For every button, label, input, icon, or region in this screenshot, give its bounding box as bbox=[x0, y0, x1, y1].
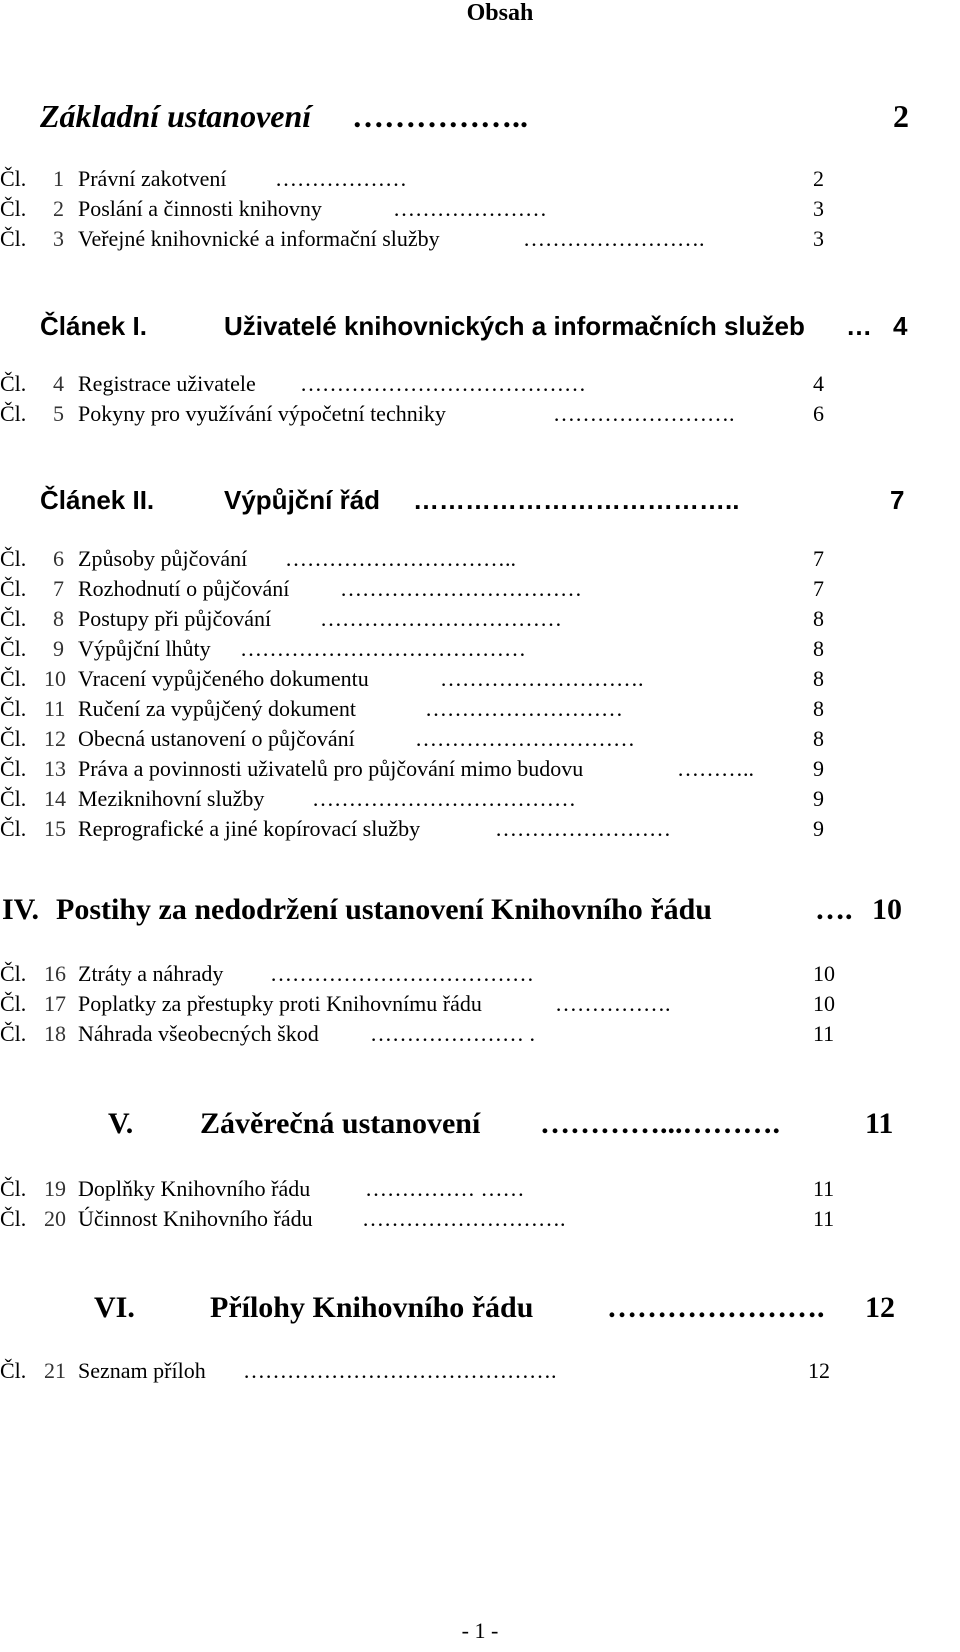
entry-number: 1 bbox=[53, 166, 64, 191]
entry-page: 4 bbox=[813, 371, 824, 396]
entry-title: Ručení za vypůjčený dokument bbox=[78, 696, 356, 721]
toc-entry[interactable] bbox=[0, 991, 960, 1019]
entry-page: 12 bbox=[808, 1358, 830, 1383]
entry-number: 15 bbox=[44, 816, 66, 841]
entry-number: 21 bbox=[44, 1358, 66, 1383]
toc-entry[interactable] bbox=[0, 401, 960, 429]
section-heading-prefix: VI. bbox=[94, 1291, 135, 1324]
entry-label: Čl. bbox=[0, 991, 27, 1016]
section-heading-page: 4 bbox=[893, 311, 908, 341]
entry-leader: ………………… . bbox=[370, 1021, 535, 1046]
entry-leader: ……………………. bbox=[523, 226, 705, 251]
section-heading-title: Základní ustanovení bbox=[40, 98, 312, 134]
section-heading-page: 2 bbox=[893, 98, 909, 134]
entry-leader: …………………… bbox=[495, 816, 671, 841]
section-heading-page: 11 bbox=[865, 1107, 894, 1140]
entry-page: 8 bbox=[813, 666, 824, 691]
entry-number: 20 bbox=[44, 1206, 66, 1231]
toc-entry[interactable] bbox=[0, 636, 960, 664]
entry-number: 10 bbox=[44, 666, 66, 691]
entry-label: Čl. bbox=[0, 371, 27, 396]
page-number: - 1 - bbox=[461, 1618, 499, 1643]
page-title: Obsah bbox=[466, 0, 534, 26]
section-heading-leader: ……………………………….. bbox=[413, 485, 740, 515]
entry-number: 7 bbox=[53, 576, 64, 601]
entry-page: 10 bbox=[813, 961, 835, 986]
entry-label: Čl. bbox=[0, 696, 27, 721]
entry-page: 11 bbox=[813, 1021, 835, 1046]
entry-number: 2 bbox=[53, 196, 64, 221]
entry-leader: ………………………. bbox=[440, 666, 644, 691]
entry-title: Obecná ustanovení o půjčování bbox=[78, 726, 355, 751]
section-heading-leader: … bbox=[846, 311, 872, 341]
entry-page: 3 bbox=[813, 196, 824, 221]
toc-entry[interactable] bbox=[0, 756, 960, 784]
section-heading-page: 10 bbox=[872, 893, 902, 926]
entry-label: Čl. bbox=[0, 816, 27, 841]
toc-entry[interactable] bbox=[0, 1206, 960, 1234]
entry-label: Čl. bbox=[0, 666, 27, 691]
entry-leader: ……………………………………. bbox=[243, 1358, 557, 1383]
entry-title: Vracení vypůjčeného dokumentu bbox=[78, 666, 369, 691]
entry-label: Čl. bbox=[0, 401, 27, 426]
entry-title: Meziknihovní služby bbox=[78, 786, 265, 811]
entry-page: 11 bbox=[813, 1176, 835, 1201]
entry-leader: ………………………. bbox=[362, 1206, 566, 1231]
toc-entry[interactable] bbox=[0, 696, 960, 724]
entry-page: 7 bbox=[813, 576, 824, 601]
toc-entry[interactable] bbox=[0, 961, 960, 989]
entry-title: Seznam příloh bbox=[78, 1358, 206, 1383]
entry-title: Práva a povinnosti uživatelů pro půjčování mimo budovu bbox=[78, 756, 584, 781]
entry-number: 13 bbox=[44, 756, 66, 781]
entry-leader: ………………… bbox=[393, 196, 547, 221]
section-heading-leader: …. bbox=[815, 893, 853, 926]
entry-label: Čl. bbox=[0, 1206, 27, 1231]
toc-entry[interactable] bbox=[0, 786, 960, 814]
entry-leader: ………………………………… bbox=[240, 636, 526, 661]
entry-number: 16 bbox=[44, 961, 66, 986]
entry-title: Náhrada všeobecných škod bbox=[78, 1021, 319, 1046]
section-heading-title: Výpůjční řád bbox=[224, 485, 381, 515]
entry-title: Veřejné knihovnické a informační služby bbox=[78, 226, 440, 251]
entry-label: Čl. bbox=[0, 961, 27, 986]
entry-title: Poplatky za přestupky proti Knihovnímu řádu bbox=[78, 991, 482, 1016]
section-heading-leader: …………...………. bbox=[540, 1107, 780, 1140]
entry-page: 7 bbox=[813, 546, 824, 571]
entry-number: 18 bbox=[44, 1021, 66, 1046]
entry-leader: ……………………………… bbox=[270, 961, 534, 986]
entry-label: Čl. bbox=[0, 226, 27, 251]
section-heading-page: 12 bbox=[865, 1291, 895, 1324]
toc-entry[interactable] bbox=[0, 606, 960, 634]
toc-entry[interactable] bbox=[0, 1358, 960, 1386]
entry-title: Reprografické a jiné kopírovací služby bbox=[78, 816, 421, 841]
entry-leader: ……………………. bbox=[553, 401, 735, 426]
entry-label: Čl. bbox=[0, 726, 27, 751]
entry-number: 11 bbox=[44, 696, 66, 721]
entry-page: 8 bbox=[813, 726, 824, 751]
entry-leader: …………… …… bbox=[365, 1176, 525, 1201]
entry-title: Registrace uživatele bbox=[78, 371, 256, 396]
entry-page: 3 bbox=[813, 226, 824, 251]
entry-page: 9 bbox=[813, 786, 824, 811]
toc-entry[interactable] bbox=[0, 166, 960, 194]
entry-label: Čl. bbox=[0, 606, 27, 631]
entry-leader: …………………………… bbox=[340, 576, 582, 601]
entry-page: 6 bbox=[813, 401, 824, 426]
toc-entry[interactable] bbox=[0, 546, 960, 574]
section-heading-title: Postihy za nedodržení ustanovení Knihovního řádu bbox=[56, 893, 712, 926]
entry-number: 5 bbox=[53, 401, 64, 426]
toc-entry[interactable] bbox=[0, 196, 960, 224]
entry-leader: ……….. bbox=[677, 756, 754, 781]
entry-title: Pokyny pro využívání výpočetní techniky bbox=[78, 401, 446, 426]
entry-label: Čl. bbox=[0, 1176, 27, 1201]
section-heading-page: 7 bbox=[890, 485, 905, 515]
entry-page: 10 bbox=[813, 991, 835, 1016]
entry-label: Čl. bbox=[0, 636, 27, 661]
toc-entry[interactable] bbox=[0, 576, 960, 604]
section-heading-prefix: V. bbox=[108, 1107, 134, 1140]
entry-label: Čl. bbox=[0, 576, 27, 601]
entry-label: Čl. bbox=[0, 196, 27, 221]
entry-title: Postupy při půjčování bbox=[78, 606, 272, 631]
entry-page: 9 bbox=[813, 816, 824, 841]
entry-title: Ztráty a náhrady bbox=[78, 961, 224, 986]
entry-page: 8 bbox=[813, 696, 824, 721]
toc-entry[interactable] bbox=[0, 1021, 960, 1049]
toc-entry[interactable] bbox=[0, 666, 960, 694]
entry-leader: ……………………… bbox=[425, 696, 623, 721]
entry-number: 12 bbox=[44, 726, 66, 751]
entry-number: 8 bbox=[53, 606, 64, 631]
entry-title: Způsoby půjčování bbox=[78, 546, 248, 571]
entry-number: 3 bbox=[53, 226, 64, 251]
toc-entry[interactable] bbox=[0, 371, 960, 399]
entry-title: Poslání a činnosti knihovny bbox=[78, 196, 322, 221]
entry-leader: ………………………………… bbox=[300, 371, 586, 396]
toc-entry[interactable] bbox=[0, 1176, 960, 1204]
toc-entry[interactable] bbox=[0, 816, 960, 844]
entry-leader: ………………………….. bbox=[285, 546, 516, 571]
section-heading-prefix: Článek II. bbox=[40, 485, 155, 515]
entry-number: 14 bbox=[44, 786, 66, 811]
entry-title: Doplňky Knihovního řádu bbox=[78, 1176, 311, 1201]
entry-label: Čl. bbox=[0, 1021, 27, 1046]
section-heading-prefix: Článek I. bbox=[40, 311, 147, 341]
entry-title: Právní zakotvení bbox=[78, 166, 227, 191]
entry-label: Čl. bbox=[0, 166, 27, 191]
section-heading-leader: …………….. bbox=[352, 98, 528, 134]
entry-number: 17 bbox=[44, 991, 66, 1016]
entry-leader: ……………… bbox=[275, 166, 407, 191]
toc-entry[interactable] bbox=[0, 226, 960, 254]
section-heading-prefix: IV. bbox=[2, 893, 39, 926]
toc-entry[interactable] bbox=[0, 726, 960, 754]
section-heading-leader: …………………. bbox=[607, 1291, 825, 1324]
entry-leader: ……………………………… bbox=[312, 786, 576, 811]
entry-title: Výpůjční lhůty bbox=[78, 636, 211, 661]
section-heading-title: Přílohy Knihovního řádu bbox=[210, 1291, 534, 1324]
entry-number: 6 bbox=[53, 546, 64, 571]
entry-page: 2 bbox=[813, 166, 824, 191]
entry-number: 9 bbox=[53, 636, 64, 661]
entry-page: 9 bbox=[813, 756, 824, 781]
entry-page: 11 bbox=[813, 1206, 835, 1231]
entry-title: Účinnost Knihovního řádu bbox=[78, 1206, 313, 1231]
entry-leader: …………………………… bbox=[320, 606, 562, 631]
section-heading-title: Závěrečná ustanovení bbox=[200, 1107, 481, 1140]
entry-title: Rozhodnutí o půjčování bbox=[78, 576, 290, 601]
entry-page: 8 bbox=[813, 636, 824, 661]
section-heading-title: Uživatelé knihovnických a informačních služeb bbox=[224, 311, 805, 341]
entry-label: Čl. bbox=[0, 756, 27, 781]
entry-label: Čl. bbox=[0, 546, 27, 571]
entry-number: 4 bbox=[53, 371, 64, 396]
entry-leader: ……………. bbox=[555, 991, 671, 1016]
entry-number: 19 bbox=[44, 1176, 66, 1201]
entry-label: Čl. bbox=[0, 1358, 27, 1383]
entry-leader: ………………………… bbox=[415, 726, 635, 751]
entry-page: 8 bbox=[813, 606, 824, 631]
entry-label: Čl. bbox=[0, 786, 27, 811]
